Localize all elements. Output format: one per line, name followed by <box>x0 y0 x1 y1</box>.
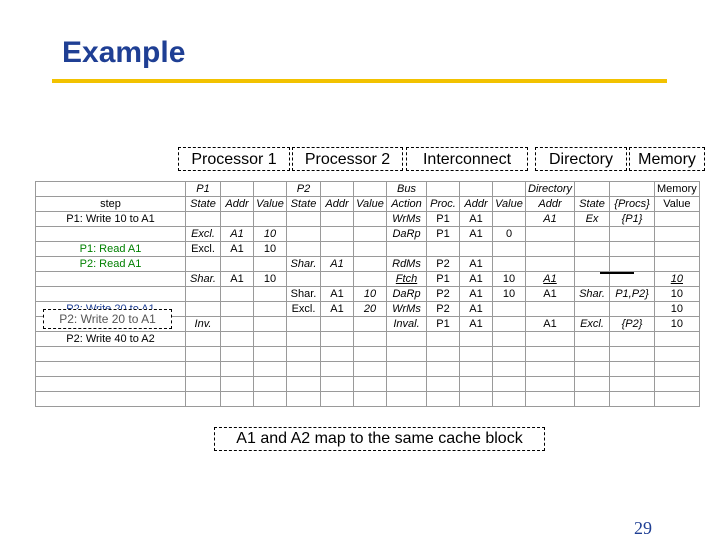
table-cell <box>575 347 610 362</box>
table-cell: A1 <box>460 302 493 317</box>
table-cell: 10 <box>254 272 287 287</box>
table-cell <box>321 212 354 227</box>
table-cell <box>460 392 493 407</box>
table-cell <box>526 332 575 347</box>
table-cell: Value <box>254 197 287 212</box>
table-cell: P2 <box>427 257 460 272</box>
step-cell: P2: Write 40 to A2 <box>36 332 186 347</box>
table-cell <box>460 332 493 347</box>
table-row <box>36 257 700 272</box>
table-cell <box>427 347 460 362</box>
table-cell <box>186 302 221 317</box>
table-cell: Bus <box>387 182 427 197</box>
table-cell <box>221 182 254 197</box>
table-cell: A1 <box>526 317 575 332</box>
table-cell: P2 <box>287 182 321 197</box>
table-cell <box>655 242 700 257</box>
table-cell: Value <box>354 197 387 212</box>
table-cell: Shar. <box>287 257 321 272</box>
table-cell: A1 <box>321 302 354 317</box>
table-cell <box>186 347 221 362</box>
table-cell <box>221 332 254 347</box>
table-cell: DaRp <box>387 227 427 242</box>
table-cell <box>354 257 387 272</box>
table-cell <box>221 392 254 407</box>
table-row <box>36 332 700 347</box>
note-box: A1 and A2 map to the same cache block <box>214 427 545 451</box>
table-cell <box>610 332 655 347</box>
table-cell <box>321 317 354 332</box>
table-cell: P1 <box>427 272 460 287</box>
table-row <box>36 242 700 257</box>
table-cell <box>610 302 655 317</box>
table-cell <box>254 212 287 227</box>
table-cell <box>321 332 354 347</box>
table-cell: A1 <box>221 227 254 242</box>
table-cell: A1 <box>460 257 493 272</box>
table-cell <box>287 392 321 407</box>
table-row <box>36 212 700 227</box>
table-cell <box>221 212 254 227</box>
header-row <box>36 197 700 212</box>
table-cell: A1 <box>526 272 575 287</box>
table-cell <box>387 377 427 392</box>
table-cell <box>610 392 655 407</box>
table-cell <box>460 347 493 362</box>
table-cell: Addr <box>460 197 493 212</box>
table-cell: 10 <box>493 272 526 287</box>
table-cell <box>387 347 427 362</box>
table-cell <box>427 362 460 377</box>
table-cell: A1 <box>321 257 354 272</box>
table-cell <box>321 362 354 377</box>
table-cell <box>186 362 221 377</box>
table-cell: Inval. <box>387 317 427 332</box>
table-cell <box>493 182 526 197</box>
table-cell <box>655 362 700 377</box>
table-cell: A1 <box>321 287 354 302</box>
table-cell <box>575 227 610 242</box>
table-cell: Addr <box>221 197 254 212</box>
table-cell: {P1} <box>610 212 655 227</box>
table-cell: Memory <box>655 182 700 197</box>
table-cell <box>526 392 575 407</box>
table-cell <box>354 272 387 287</box>
table-cell <box>387 392 427 407</box>
table-cell <box>321 242 354 257</box>
table-cell <box>354 392 387 407</box>
table-cell: A1 <box>460 317 493 332</box>
table-cell <box>575 182 610 197</box>
table-cell <box>221 362 254 377</box>
table-cell <box>287 362 321 377</box>
table-cell <box>493 302 526 317</box>
table-cell: WrMs <box>387 212 427 227</box>
table-cell <box>526 257 575 272</box>
table-cell <box>460 242 493 257</box>
table-row <box>36 392 700 407</box>
table-cell: Excl. <box>186 242 221 257</box>
table-cell <box>493 392 526 407</box>
step-cell <box>36 227 186 242</box>
table-cell: A1 <box>221 272 254 287</box>
table-cell: 0 <box>493 227 526 242</box>
table-cell <box>493 332 526 347</box>
table-cell: Value <box>655 197 700 212</box>
protocol-table <box>35 181 700 407</box>
table-cell <box>427 392 460 407</box>
table-cell <box>610 227 655 242</box>
table-cell: P1 <box>427 227 460 242</box>
table-cell: P1 <box>186 182 221 197</box>
table-cell: 10 <box>655 317 700 332</box>
table-cell: 10 <box>655 287 700 302</box>
table-cell <box>354 212 387 227</box>
table-cell <box>321 392 354 407</box>
table-cell: WrMs <box>387 302 427 317</box>
table-cell <box>254 257 287 272</box>
table-cell: Excl. <box>186 227 221 242</box>
table-cell <box>287 332 321 347</box>
table-cell: State <box>575 197 610 212</box>
table-cell: 10 <box>655 302 700 317</box>
table-cell: A1 <box>460 227 493 242</box>
table-cell: P2 <box>427 302 460 317</box>
table-cell: A1 <box>460 272 493 287</box>
table-cell <box>387 242 427 257</box>
group-row <box>36 182 700 197</box>
page-number: 29 <box>634 518 652 538</box>
table-cell: A1 <box>221 242 254 257</box>
table-cell <box>287 227 321 242</box>
step-cell <box>36 392 186 407</box>
processor1-header: Processor 1 <box>178 147 290 171</box>
table-cell <box>287 212 321 227</box>
table-cell <box>287 272 321 287</box>
table-cell <box>460 362 493 377</box>
table-cell <box>493 257 526 272</box>
table-cell <box>655 257 700 272</box>
table-cell <box>186 212 221 227</box>
table-cell <box>526 347 575 362</box>
step-cell: P1: Read A1 <box>36 242 186 257</box>
table-cell: 10 <box>493 287 526 302</box>
table-cell <box>254 392 287 407</box>
table-cell <box>186 377 221 392</box>
table-cell <box>610 242 655 257</box>
table-cell <box>493 362 526 377</box>
table-cell: A1 <box>460 287 493 302</box>
table-cell <box>287 317 321 332</box>
table-cell: Action <box>387 197 427 212</box>
table-cell <box>221 377 254 392</box>
table-cell: P1 <box>427 317 460 332</box>
table-cell: DaRp <box>387 287 427 302</box>
table-row <box>36 377 700 392</box>
table-cell <box>354 377 387 392</box>
table-cell <box>427 332 460 347</box>
step-cell: step <box>36 197 186 212</box>
table-cell <box>387 362 427 377</box>
table-cell <box>287 242 321 257</box>
step-cell: P1: Write 10 to A1 <box>36 212 186 227</box>
table-cell: Excl. <box>287 302 321 317</box>
table-cell <box>526 377 575 392</box>
table-cell <box>575 392 610 407</box>
table-cell: 10 <box>655 272 700 287</box>
table-cell <box>321 377 354 392</box>
table-cell <box>321 272 354 287</box>
table-cell: Proc. <box>427 197 460 212</box>
step-cell <box>36 272 186 287</box>
table-cell <box>575 257 610 272</box>
table-cell <box>655 212 700 227</box>
table-cell: Inv. <box>186 317 221 332</box>
table-cell: 10 <box>254 242 287 257</box>
table-cell: Shar. <box>575 287 610 302</box>
table-cell <box>186 287 221 302</box>
table-cell: Ftch <box>387 272 427 287</box>
dash-mark <box>600 272 634 274</box>
table-cell: P1 <box>427 212 460 227</box>
table-cell <box>254 362 287 377</box>
table-cell <box>493 212 526 227</box>
table-cell: State <box>287 197 321 212</box>
table-cell <box>493 317 526 332</box>
table-cell: 20 <box>354 302 387 317</box>
table-cell: Shar. <box>287 287 321 302</box>
table-cell: A1 <box>526 212 575 227</box>
table-cell <box>460 182 493 197</box>
step-cell: P2: Read A1 <box>36 257 186 272</box>
table-cell <box>287 347 321 362</box>
table-cell: {Procs} <box>610 197 655 212</box>
step-cell <box>36 182 186 197</box>
memory-header: Memory <box>629 147 705 171</box>
table-cell: {P2} <box>610 317 655 332</box>
table-cell <box>321 227 354 242</box>
table-cell <box>287 377 321 392</box>
table-cell <box>655 377 700 392</box>
table-cell: P1,P2} <box>610 287 655 302</box>
table-cell: Addr <box>321 197 354 212</box>
table-cell <box>354 332 387 347</box>
interconnect-header: Interconnect <box>406 147 528 171</box>
table-cell <box>575 362 610 377</box>
table-cell <box>655 332 700 347</box>
step-callout: P2: Write 20 to A1 <box>43 309 172 329</box>
table-cell <box>354 362 387 377</box>
step-cell <box>36 347 186 362</box>
table-cell <box>610 362 655 377</box>
table-cell <box>387 332 427 347</box>
table-cell <box>526 362 575 377</box>
table-cell <box>526 242 575 257</box>
processor2-header: Processor 2 <box>292 147 403 171</box>
table-cell <box>610 182 655 197</box>
table-cell: Directory <box>526 182 575 197</box>
table-cell <box>221 317 254 332</box>
table-row <box>36 362 700 377</box>
table-cell: Ex <box>575 212 610 227</box>
table-cell <box>575 332 610 347</box>
table-cell: RdMs <box>387 257 427 272</box>
table-cell <box>427 182 460 197</box>
table-cell <box>186 257 221 272</box>
table-cell <box>221 347 254 362</box>
table-cell <box>526 302 575 317</box>
table-row <box>36 227 700 242</box>
table-cell <box>254 317 287 332</box>
table-cell <box>221 302 254 317</box>
table-cell: A1 <box>526 287 575 302</box>
table-cell <box>575 302 610 317</box>
table-cell <box>610 377 655 392</box>
table-cell: 10 <box>254 227 287 242</box>
table-cell: State <box>186 197 221 212</box>
table-cell: P2 <box>427 287 460 302</box>
table-cell <box>655 347 700 362</box>
table-cell: Value <box>493 197 526 212</box>
table-cell: Addr <box>526 197 575 212</box>
table-cell <box>493 242 526 257</box>
table-cell <box>186 392 221 407</box>
table-cell <box>575 242 610 257</box>
table-cell <box>427 242 460 257</box>
table-cell <box>221 257 254 272</box>
table-cell <box>321 347 354 362</box>
table-cell <box>354 242 387 257</box>
table-cell <box>254 347 287 362</box>
table-cell <box>254 302 287 317</box>
step-cell <box>36 362 186 377</box>
table-cell: A1 <box>460 212 493 227</box>
table-cell <box>321 182 354 197</box>
table-cell <box>610 347 655 362</box>
table-cell <box>610 257 655 272</box>
table-cell <box>655 227 700 242</box>
table-cell <box>254 287 287 302</box>
table-cell <box>575 377 610 392</box>
table-cell <box>221 287 254 302</box>
step-cell <box>36 377 186 392</box>
table-cell <box>254 377 287 392</box>
table-cell <box>460 377 493 392</box>
table-cell <box>354 317 387 332</box>
directory-header: Directory <box>535 147 627 171</box>
step-cell <box>36 287 186 302</box>
table-cell <box>655 392 700 407</box>
table-row <box>36 287 700 302</box>
table-cell <box>354 347 387 362</box>
table-cell <box>493 347 526 362</box>
table-cell <box>254 182 287 197</box>
slide-title: Example <box>62 36 186 69</box>
table-cell <box>427 377 460 392</box>
table-cell <box>186 332 221 347</box>
table-cell <box>254 332 287 347</box>
table-cell <box>354 182 387 197</box>
table-row <box>36 347 700 362</box>
table-cell <box>526 227 575 242</box>
table-cell: Shar. <box>186 272 221 287</box>
table-cell: Excl. <box>575 317 610 332</box>
title-rule <box>52 79 667 83</box>
table-cell <box>493 377 526 392</box>
table-cell <box>354 227 387 242</box>
table-cell: 10 <box>354 287 387 302</box>
